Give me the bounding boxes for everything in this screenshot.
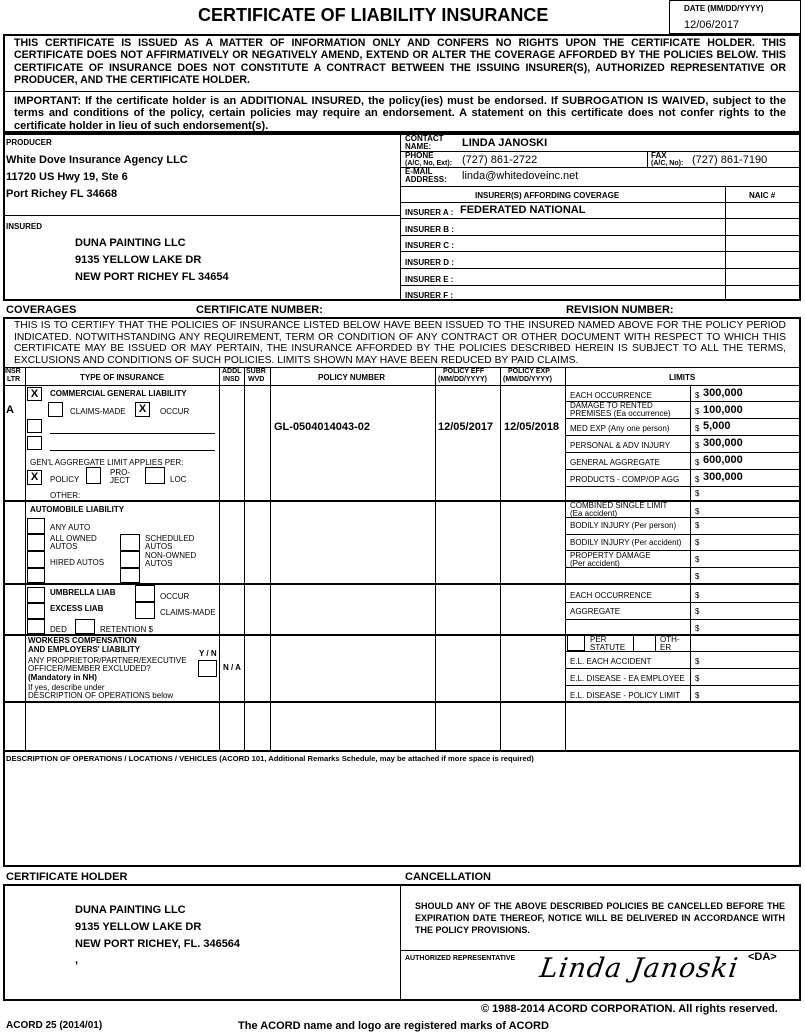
auto-extra-checkbox[interactable] <box>120 568 140 583</box>
proprietor-question: ANY PROPRIETOR/PARTNER/EXECUTIVE <box>28 656 187 665</box>
claims-made-checkbox[interactable] <box>48 402 63 417</box>
other-limit-label-2: ER <box>660 643 672 652</box>
general-aggregate-value: 600,000 <box>703 454 743 466</box>
dollar-sign: $ <box>695 607 700 616</box>
insurer-b-label: INSURER B : <box>405 225 454 234</box>
col-divider <box>270 367 271 751</box>
limit-divider <box>565 651 801 652</box>
gl-policy-eff: 12/05/2017 <box>438 421 494 433</box>
all-owned-label-2: AUTOS <box>50 542 78 551</box>
other-label: OTHER: <box>50 491 81 500</box>
dollar-sign: $ <box>695 489 700 498</box>
limit-divider <box>565 517 801 518</box>
personal-adv-value: 300,000 <box>703 437 743 449</box>
limit-divider <box>565 619 801 620</box>
limit-divider <box>565 602 801 603</box>
dollar-sign: $ <box>695 458 700 467</box>
med-exp-value: 5,000 <box>703 420 731 432</box>
limit-divider <box>565 534 801 535</box>
section-divider <box>3 701 801 703</box>
limit-divider <box>565 418 801 419</box>
fax-value: (727) 861-7190 <box>692 154 768 166</box>
certificate-number-label: CERTIFICATE NUMBER: <box>196 304 323 316</box>
umbrella-label: UMBRELLA LIAB <box>50 588 116 597</box>
insurer-d-label: INSURER D : <box>405 258 454 267</box>
date-value: 12/06/2017 <box>684 19 740 31</box>
products-agg-value: 300,000 <box>703 471 743 483</box>
subr-header: SUBR <box>246 368 266 375</box>
table-header-top <box>3 367 801 368</box>
form-number: ACORD 25 (2014/01) <box>6 1020 103 1031</box>
dollar-sign: $ <box>695 475 700 484</box>
notice-divider <box>3 91 801 92</box>
each-occurrence-value: 300,000 <box>703 387 743 399</box>
occur-checkbox[interactable]: X <box>135 402 150 417</box>
parties-divider <box>400 133 401 301</box>
umbrella-claims-label: CLAIMS-MADE <box>160 608 216 617</box>
workers-title: WORKERS COMPENSATION <box>28 636 137 645</box>
dollar-sign: $ <box>695 572 700 581</box>
dollar-sign: $ <box>695 424 700 433</box>
insurer-f-label: INSURER F : <box>405 291 453 300</box>
exp-header: POLICY EXP <box>508 368 550 375</box>
insurer-a-name: FEDERATED NATIONAL <box>460 204 586 216</box>
auth-rep-divider <box>400 950 801 951</box>
cancellation-label: CANCELLATION <box>405 871 491 883</box>
dollar-sign: $ <box>695 674 700 683</box>
gl-extra-checkbox[interactable] <box>27 419 42 433</box>
retention-checkbox[interactable] <box>75 619 95 634</box>
gl-policy-number: GL-0504014043-02 <box>274 421 371 433</box>
naic-header: NAIC # <box>749 191 776 200</box>
limit-divider <box>565 486 801 487</box>
gl-insurer-letter: A <box>6 404 14 416</box>
auth-rep-initials: <DA> <box>748 951 777 963</box>
ltr-header: LTR <box>7 376 21 383</box>
insurer-row-divider <box>400 251 801 252</box>
excluded-checkbox[interactable] <box>198 660 217 677</box>
ded-checkbox[interactable] <box>27 619 45 634</box>
coverages-statement: THIS IS TO CERTIFY THAT THE POLICIES OF INSURANCE LISTED BELOW HAVE BEEN ISSUED TO THE INSURED NAMED ABOVE FOR THE POLICY PERIOD INDICATED. NOTWITHSTANDING ANY REQUIREMENT, TERM OR CONDITION OF ANY CONTRACT OR OTHER DOCUMENT WITH RESPECT TO WHICH THIS CERTIFICATE MAY BE ISSUED OR MAY PERTAIN, THE INSURANCE AFFORDED BY THE POLICIES DESCRIBED HEREIN IS SUBJECT TO ALL THE TERMS, EXCLUSIONS AND CONDITIONS OF SUCH POLICIES. LIMITS SHOWN MAY HAVE BEEN REDUCED BY PAID CLAIMS. <box>14 320 786 366</box>
aggregate-applies-label: GEN'L AGGREGATE LIMIT APPLIES PER: <box>30 458 184 467</box>
any-auto-label: ANY AUTO <box>50 523 91 532</box>
insurers-header-divider <box>400 202 801 203</box>
limit-label: (Per accident) <box>570 559 620 568</box>
if-yes-label: If yes, describe under <box>28 683 105 692</box>
col-divider <box>500 367 501 751</box>
mandatory-nh: (Mandatory in NH) <box>28 673 97 682</box>
holder-city: NEW PORT RICHEY, FL. 346564 <box>75 938 241 950</box>
hired-label: HIRED AUTOS <box>50 558 105 567</box>
holder-street: 9135 YELLOW LAKE DR <box>75 921 202 933</box>
project-label: PRO- <box>110 468 130 477</box>
col-divider <box>219 367 220 751</box>
insr-header: INSR <box>4 368 21 375</box>
producer-city: Port Richey FL 34668 <box>6 188 118 200</box>
per-statute-checkbox[interactable] <box>567 634 585 651</box>
per-statute-label-2: STATUTE <box>590 643 626 652</box>
contact-name: LINDA JANOSKI <box>462 137 548 149</box>
non-owned-label: NON-OWNED <box>145 551 197 560</box>
limit-label: COMBINED SINGLE LIMIT <box>570 501 668 510</box>
umbrella-claims-checkbox[interactable] <box>135 602 155 619</box>
col-divider <box>690 385 691 702</box>
cancellation-text: SHOULD ANY OF THE ABOVE DESCRIBED POLICIES BE CANCELLED BEFORE THE EXPIRATION DATE THEREOF, NOTICE WILL BE DELIVERED IN ACCORDANCE WITH THE POLICY PROVISIONS. <box>415 901 785 935</box>
email-sublabel: ADDRESS: <box>405 175 447 184</box>
limit-label: DAMAGE TO RENTED <box>570 401 653 410</box>
limit-label: AGGREGATE <box>570 607 621 616</box>
insurer-c-label: INSURER C : <box>405 241 454 250</box>
fax-label: FAX <box>651 151 667 160</box>
scheduled-label: SCHEDULED <box>145 534 195 543</box>
dollar-sign: $ <box>695 391 700 400</box>
dollar-sign: $ <box>695 591 700 600</box>
insd-header: INSD <box>223 376 240 383</box>
eff-format-header: (MM/DD/YYYY) <box>438 376 487 383</box>
insurer-row-divider <box>400 285 801 286</box>
non-owned-checkbox[interactable] <box>120 551 140 568</box>
holder-name: DUNA PAINTING LLC <box>75 904 186 916</box>
gl-blank-line <box>50 433 215 434</box>
insurer-row-divider <box>400 268 801 269</box>
acord-marks: The ACORD name and logo are registered marks of ACORD <box>238 1020 549 1032</box>
producer-label: PRODUCER <box>6 138 52 147</box>
limit-label: E.L. EACH ACCIDENT <box>570 657 652 666</box>
gl-policy-exp: 12/05/2018 <box>504 421 560 433</box>
insurer-row-divider <box>400 218 801 219</box>
eff-header: POLICY EFF <box>443 368 485 375</box>
insurer-a-label: INSURER A : <box>405 208 454 217</box>
phone-divider <box>400 167 801 168</box>
producer-street: 11720 US Hwy 19, Ste 6 <box>6 171 128 183</box>
gl-checkbox[interactable]: X <box>27 387 42 401</box>
phone-value: (727) 861-2722 <box>462 154 538 166</box>
retention-label: RETENTION $ <box>100 625 153 634</box>
damage-rented-value: 100,000 <box>703 404 743 416</box>
limit-label: EACH OCCURRENCE <box>570 591 652 600</box>
auth-rep-label: AUTHORIZED REPRESENTATIVE <box>405 955 516 962</box>
email-label: E-MAIL <box>405 167 433 176</box>
limit-label: BODILY INJURY (Per person) <box>570 521 677 530</box>
type-header: TYPE OF INSURANCE <box>80 373 165 382</box>
limit-label: PRODUCTS - COMP/OP AGG <box>570 475 680 484</box>
limit-divider <box>565 435 801 436</box>
limit-label: (Ea accident) <box>570 509 618 518</box>
contact-divider <box>400 151 801 152</box>
gl-blank-line <box>50 450 215 451</box>
dollar-sign: $ <box>695 624 700 633</box>
col-divider <box>244 367 245 751</box>
limit-label: BODILY INJURY (Per accident) <box>570 538 682 547</box>
phone-fax-divider <box>647 151 648 167</box>
limit-label: EACH OCCURRENCE <box>570 391 652 400</box>
wvd-header: WVD <box>248 376 265 383</box>
claims-made-label: CLAIMS-MADE <box>70 407 126 416</box>
date-label: DATE (MM/DD/YYYY) <box>684 4 764 13</box>
insured-city: NEW PORT RICHEY FL 34654 <box>75 271 229 283</box>
scheduled-label-2: AUTOS <box>145 542 173 551</box>
dollar-sign: $ <box>695 555 700 564</box>
holder-label: CERTIFICATE HOLDER <box>6 871 128 883</box>
limit-divider <box>565 685 801 686</box>
ded-label: DED <box>50 625 67 634</box>
per-statute-label: PER <box>590 635 607 644</box>
policy-label: POLICY <box>50 475 80 484</box>
project-label-2: JECT <box>110 476 130 485</box>
statute-divider <box>633 634 634 651</box>
limit-label: MED EXP (Any one person) <box>570 424 670 433</box>
limit-label: PERSONAL & ADV INJURY <box>570 441 671 450</box>
gl-title: COMMERCIAL GENERAL LIABILITY <box>50 389 187 398</box>
loc-label: LOC <box>170 475 187 484</box>
limit-label: GENERAL AGGREGATE <box>570 458 660 467</box>
auto-extra-checkbox[interactable] <box>27 568 45 583</box>
excess-label: EXCESS LIAB <box>50 604 104 613</box>
limit-label: E.L. DISEASE - EA EMPLOYEE <box>570 674 685 683</box>
proprietor-question-2: OFFICER/MEMBER EXCLUDED? <box>28 664 151 673</box>
email-divider <box>400 186 801 187</box>
notice-text: THIS CERTIFICATE IS ISSUED AS A MATTER OF INFORMATION ONLY AND CONFERS NO RIGHTS UPON THE CERTIFICATE HOLDER. THIS CERTIFICATE DOES NOT AFFIRMATIVELY OR NEGATIVELY AMEND, EXTEND OR ALTER THE COVERAGE AFFORDED BY THE POLICIES BELOW. THIS CERTIFICATE OF INSURANCE DOES NOT CONSTITUTE A CONTRACT BETWEEN THE ISSUING INSURER(S), AUTHORIZED REPRESENTATIVE OR PRODUCER, AND THE CERTIFICATE HOLDER. <box>14 37 786 86</box>
table-header-bottom <box>3 385 801 386</box>
contact-label: CONTACT <box>405 134 444 143</box>
excess-checkbox[interactable] <box>27 603 45 619</box>
umbrella-occur-label: OCCUR <box>160 592 190 601</box>
limits-header: LIMITS <box>669 373 696 382</box>
coverages-label: COVERAGES <box>6 304 77 316</box>
col-divider <box>435 367 436 751</box>
insurers-header: INSURER(S) AFFORDING COVERAGE <box>475 191 620 200</box>
phone-label: PHONE <box>405 151 434 160</box>
loc-checkbox[interactable] <box>145 467 165 484</box>
policy-checkbox[interactable]: X <box>27 470 42 485</box>
insurer-e-label: INSURER E : <box>405 275 454 284</box>
col-divider <box>25 367 26 751</box>
dollar-sign: $ <box>695 657 700 666</box>
copyright-text: © 1988-2014 ACORD CORPORATION. All rights reserved. <box>481 1003 778 1015</box>
auto-title: AUTOMOBILE LIABILITY <box>30 505 125 514</box>
dollar-sign: $ <box>695 441 700 450</box>
important-text: IMPORTANT: If the certificate holder is an ADDITIONAL INSURED, the policy(ies) must be endorsed. If SUBROGATION IS WAIVED, subject to the terms and conditions of the policy, certain policies may require an endorsement. A statement on this certificate does not confer rights to the certificate holder in lieu of such endorsement(s). <box>14 95 786 132</box>
scheduled-checkbox[interactable] <box>120 534 140 551</box>
naic-divider <box>725 186 726 301</box>
dollar-sign: $ <box>695 538 700 547</box>
na-label: N / A <box>223 663 241 672</box>
all-owned-checkbox[interactable] <box>27 534 45 551</box>
policy-number-header: POLICY NUMBER <box>318 373 385 382</box>
umbrella-checkbox[interactable] <box>27 587 45 603</box>
contact-name-label: NAME: <box>405 142 432 151</box>
description-label: DESCRIPTION OF OPERATIONS / LOCATIONS / VEHICLES (ACORD 101, Additional Remarks Schedule, may be attached if more space is required) <box>6 754 534 763</box>
revision-number-label: REVISION NUMBER: <box>566 304 674 316</box>
insured-name: DUNA PAINTING LLC <box>75 237 186 249</box>
email-value: linda@whitedoveinc.net <box>462 170 579 182</box>
insurer-row-divider <box>400 235 801 236</box>
umbrella-occur-checkbox[interactable] <box>135 585 155 602</box>
gl-extra-checkbox[interactable] <box>27 436 42 450</box>
dollar-sign: $ <box>695 521 700 530</box>
dollar-sign: $ <box>695 407 700 416</box>
other-limit-label: OTH- <box>660 635 680 644</box>
insured-street: 9135 YELLOW LAKE DR <box>75 254 202 266</box>
coverages-box <box>3 317 801 867</box>
dollar-sign: $ <box>695 507 700 516</box>
phone-sublabel: (A/C, No, Ext): <box>405 160 453 167</box>
workers-title-2: AND EMPLOYERS' LIABILITY <box>28 645 141 654</box>
occur-label: OCCUR <box>160 407 190 416</box>
col-divider <box>565 367 566 751</box>
certificate-title: CERTIFICATE OF LIABILITY INSURANCE <box>198 5 549 25</box>
fax-sublabel: (A/C, No): <box>651 160 684 167</box>
hired-checkbox[interactable] <box>27 551 45 568</box>
yn-label: Y / N <box>199 649 217 658</box>
insured-label: INSURED <box>6 222 43 231</box>
authorized-signature: Linda Janoski <box>537 953 741 984</box>
limit-divider <box>565 452 801 453</box>
producer-insured-divider <box>3 215 400 216</box>
holder-extra: , <box>75 954 79 966</box>
any-auto-checkbox[interactable] <box>27 518 45 534</box>
limit-label: E.L. DISEASE - POLICY LIMIT <box>570 691 681 700</box>
dollar-sign: $ <box>695 691 700 700</box>
limit-divider <box>565 668 801 669</box>
limit-divider <box>565 469 801 470</box>
describe-below-label: DESCRIPTION OF OPERATIONS below <box>28 691 174 700</box>
producer-name: White Dove Insurance Agency LLC <box>6 154 188 166</box>
section-divider <box>3 750 801 752</box>
holder-divider <box>400 884 401 1001</box>
project-checkbox[interactable] <box>86 467 101 484</box>
exp-format-header: (MM/DD/YYYY) <box>503 376 552 383</box>
limit-divider <box>565 567 801 568</box>
addl-header: ADDL <box>222 368 242 375</box>
all-owned-label: ALL OWNED <box>50 534 97 543</box>
limit-label: PREMISES (Ea occurrence) <box>570 409 671 418</box>
section-divider <box>3 583 801 585</box>
non-owned-label-2: AUTOS <box>145 559 173 568</box>
section-divider <box>3 500 801 502</box>
limit-label: PROPERTY DAMAGE <box>570 551 651 560</box>
statute-divider <box>655 634 656 651</box>
